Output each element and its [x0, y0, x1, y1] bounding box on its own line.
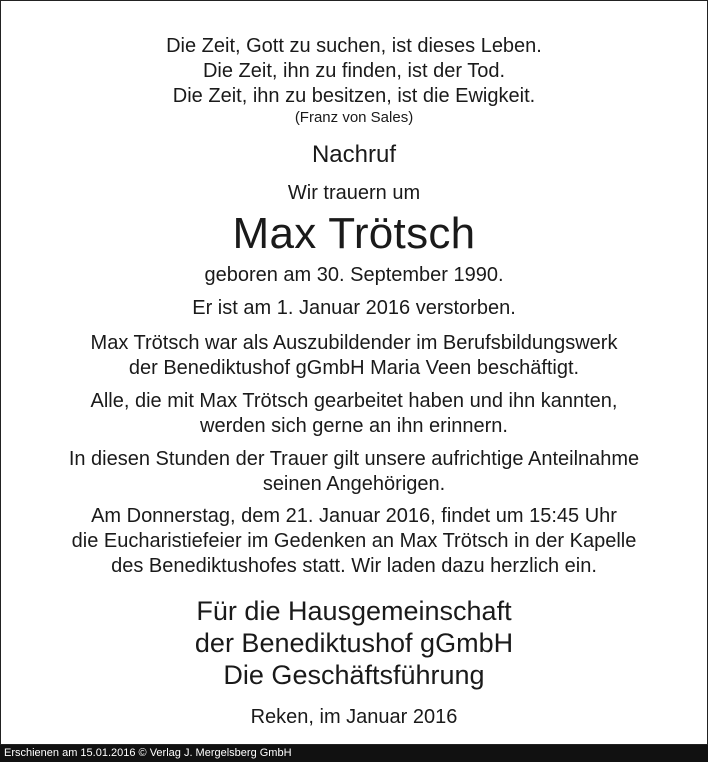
poem-attribution: (Franz von Sales): [294, 109, 414, 126]
poem-line-1: Die Zeit, Gott zu suchen, ist dieses Leben.: [166, 35, 542, 57]
paragraph-2-line-1: Alle, die mit Max Trötsch gearbeitet haben und ihn kannten,: [90, 390, 618, 412]
place-date: Reken, im Januar 2016: [250, 706, 458, 728]
deceased-name: Max Trötsch: [232, 209, 476, 258]
paragraph-2-line-2: werden sich gerne an ihn erinnern.: [200, 415, 508, 437]
paragraph-1-line-1: Max Trötsch war als Auszubildender im Berufsbildungswerk: [90, 332, 618, 354]
publication-footer: Erschienen am 15.01.2016 © Verlag J. Mergelsberg GmbH: [0, 745, 708, 762]
poem-line-2: Die Zeit, ihn zu finden, ist der Tod.: [202, 60, 505, 82]
birth-line: geboren am 30. September 1990.: [204, 264, 504, 286]
signature-line-2: der Benediktushof gGmbH: [194, 628, 514, 658]
paragraph-4-line-3: des Benediktushofes statt. Wir laden dazu herzlich ein.: [111, 555, 597, 577]
paragraph-4-line-2: die Eucharistiefeier im Gedenken an Max Trötsch in der Kapelle: [71, 530, 637, 552]
paragraph-4-line-1: Am Donnerstag, dem 21. Januar 2016, findet um 15:45 Uhr: [91, 505, 617, 527]
signature-line-1: Für die Hausgemeinschaft: [196, 596, 512, 626]
notice-heading: Nachruf: [311, 141, 397, 168]
paragraph-3-line-2: seinen Angehörigen.: [262, 473, 446, 495]
intro-text: Wir trauern um: [287, 182, 421, 204]
signature-line-3: Die Geschäftsführung: [223, 660, 485, 690]
paragraph-1-line-2: der Benediktushof gGmbH Maria Veen beschäftigt.: [128, 357, 580, 379]
death-line: Er ist am 1. Januar 2016 verstorben.: [192, 297, 516, 319]
paragraph-3-line-1: In diesen Stunden der Trauer gilt unsere aufrichtige Anteilnahme: [68, 448, 640, 470]
poem-line-3: Die Zeit, ihn zu besitzen, ist die Ewigkeit.: [172, 85, 536, 107]
